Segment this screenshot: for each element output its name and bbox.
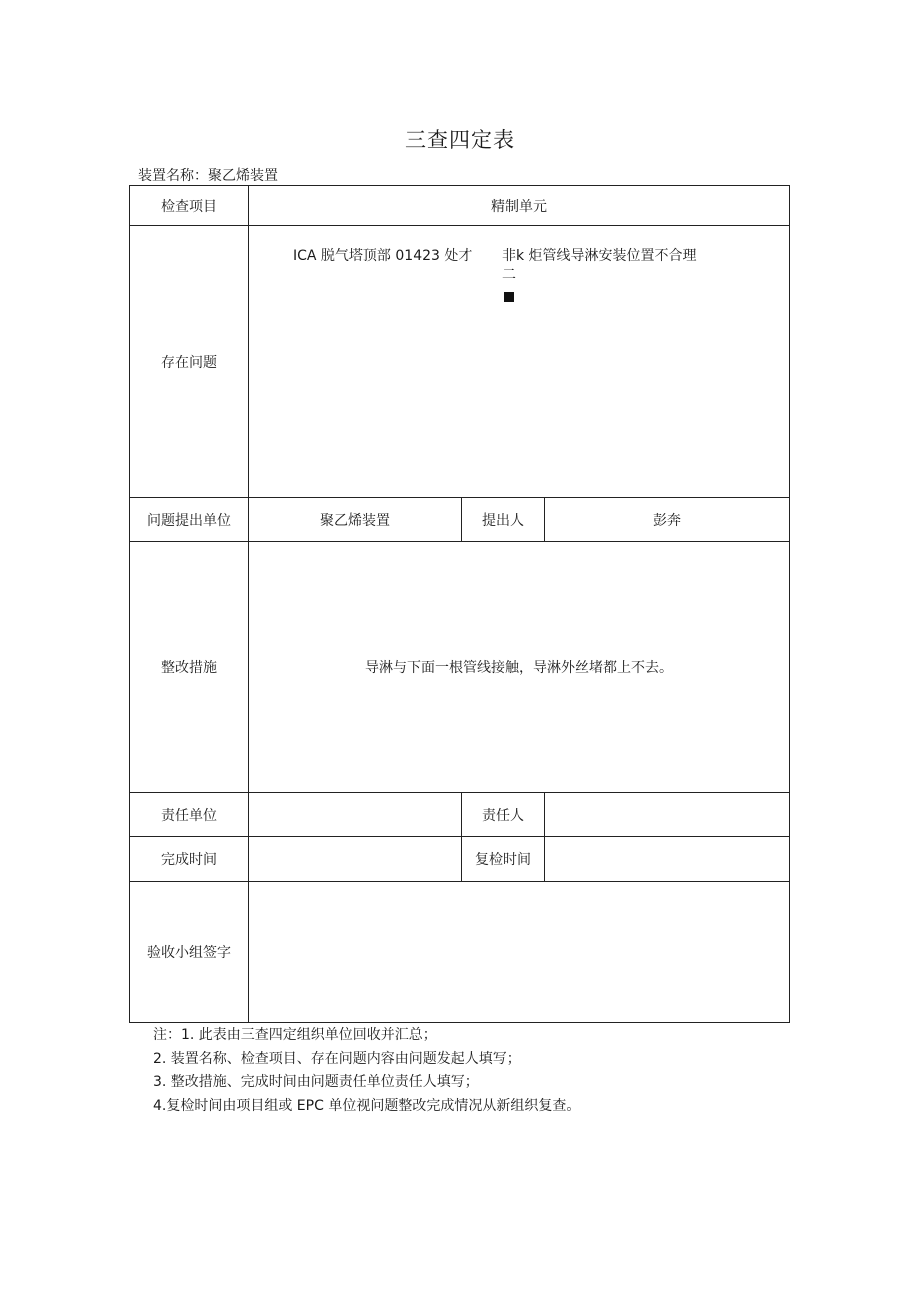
accept-sign-value — [249, 882, 789, 1022]
device-name-value: 聚乙烯装置 — [208, 168, 278, 184]
recheck-time-label: 复检时间 — [475, 852, 531, 868]
finish-time-label: 完成时间 — [161, 852, 217, 868]
inspection-form-table — [129, 185, 790, 1023]
recheck-time-value — [545, 837, 789, 881]
check-item-value: 精制单元 — [491, 198, 547, 215]
accept-sign-label: 验收小组签字 — [147, 945, 231, 961]
note-line: 2. 装置名称、检查项目、存在问题内容由问题发起人填写； — [153, 1050, 521, 1067]
page-title: 三查四定表 — [405, 128, 515, 152]
measure-label: 整改措施 — [161, 660, 217, 676]
raised-by-value: 彭奔 — [653, 512, 681, 529]
resp-person-value — [545, 793, 789, 836]
device-name-line — [138, 165, 278, 185]
resp-unit-label: 责任单位 — [161, 807, 217, 824]
issue-text-part3: 二 — [502, 267, 516, 283]
issue-text-part2: 非k 炬管线导淋安装位置不合理 — [502, 248, 697, 264]
raised-by-label: 提出人 — [482, 512, 524, 529]
finish-time-value — [249, 837, 461, 881]
notes-section — [153, 1024, 580, 1118]
note-line: 注：1. 此表由三查四定组织单位回收并汇总； — [153, 1027, 437, 1043]
device-name-label: 装置名称： — [138, 168, 208, 184]
square-bullet-icon — [504, 292, 514, 302]
issue-label: 存在问题 — [161, 354, 217, 371]
check-item-label: 检查项目 — [161, 198, 217, 215]
raised-unit-label: 问题提出单位 — [147, 512, 231, 529]
measure-value: 导淋与下面一根管线接触，导淋外丝堵都上不去。 — [365, 660, 673, 676]
issue-text-part1: ICA 脱气塔顶部 01423 处才 — [293, 248, 473, 264]
note-line: 4.复检时间由项目组或 EPC 单位视问题整改完成情况从新组织复查。 — [153, 1097, 581, 1114]
resp-unit-value — [249, 793, 461, 836]
note-line: 3. 整改措施、完成时间由问题责任单位责任人填写； — [153, 1074, 479, 1090]
raised-unit-value: 聚乙烯装置 — [320, 512, 390, 529]
resp-person-label: 责任人 — [482, 807, 524, 824]
